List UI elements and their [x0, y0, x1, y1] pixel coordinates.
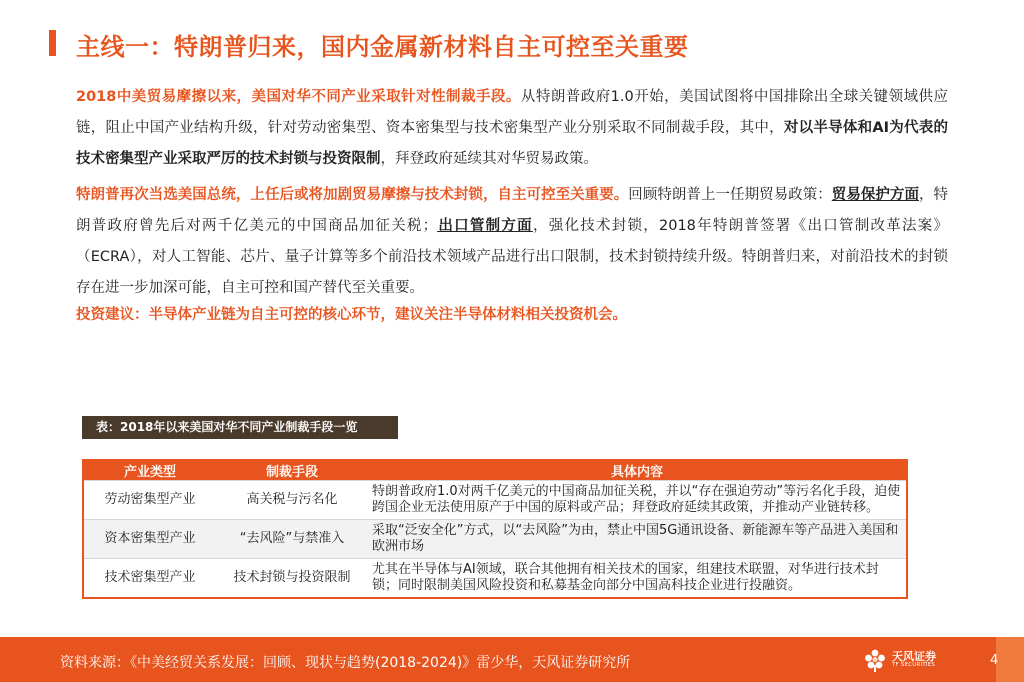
sanction-measure-cell: 技术封锁与投资限制	[216, 559, 368, 599]
title-bar-marker	[49, 30, 56, 56]
table-row	[83, 481, 907, 520]
logo-subtitle: TF SECURITIES	[892, 662, 936, 668]
paragraph-3	[76, 300, 948, 331]
header-industry-type: 产业类型	[83, 460, 216, 481]
header-sanction-measure: 制裁手段	[216, 460, 368, 481]
header-detail: 具体内容	[368, 460, 907, 481]
sanction-measure-cell: 高关税与污名化	[216, 481, 368, 520]
p2-text-3: ，强化技术封锁，2018年特朗普签署《出口管制改革法案》（ECRA），对人工智能、芯片、量子计算等多个前沿技术领域产品进行出口限制，技术封锁持续升级。特朗普归来，对前沿技术的封锁存在进一步加深可能，自主可控和国产替代至关重要。	[76, 218, 948, 296]
p1-bold: 对以半导体和AI为代表的技术密集型产业采取严厉的技术封锁与投资限制	[76, 120, 949, 167]
industry-type-cell: 技术密集型产业	[83, 559, 216, 599]
table-row	[83, 520, 907, 559]
p1-text: 从特朗普政府1.0开始，美国试图将中国排除出全球关键领域供应链，阻止中国产业结构升级，针对劳动密集型、资本密集型与技术密集型产业分别采取不同制裁手段，其中，	[76, 89, 949, 136]
logo-name: 天风证券	[892, 650, 936, 663]
tf-flower-logo-icon	[862, 647, 888, 673]
investment-advice: 投资建议：半导体产业链为自主可控的核心环节，建议关注半导体材料相关投资机会。	[76, 307, 627, 323]
p2-trade-protection: 贸易保护方面	[831, 187, 919, 203]
industry-type-cell: 劳动密集型产业	[83, 481, 216, 520]
company-logo	[862, 646, 946, 674]
paragraph-2	[76, 180, 948, 304]
detail-cell: 特朗普政府1.0对两千亿美元的中国商品加征关税，并以“存在强迫劳动”等污名化手段，迫使跨国企业无法使用原产于中国的原料或产品；拜登政府延续其政策，并推动产业链转移。	[368, 481, 907, 520]
sanction-measure-cell: “去风险”与禁准入	[216, 520, 368, 559]
source-note: 资料来源：《中美经贸关系发展：回顾、现状与趋势(2018-2024)》雷少华，天风证券研究所	[60, 655, 631, 671]
p2-text-2: ，特朗普政府曾先后对两千亿美元的中国商品加征关税；	[76, 187, 949, 234]
p1-highlight: 2018中美贸易摩擦以来，美国对华不同产业采取针对性制裁手段。	[76, 89, 521, 105]
table-row	[83, 559, 907, 599]
footer-accent	[996, 637, 1024, 682]
p2-export-control: 出口管制方面	[437, 218, 533, 234]
detail-cell: 尤其在半导体与AI领域，联合其他拥有相关技术的国家，组建技术联盟，对华进行技术封锁；同时限制美国风险投资和私募基金向部分中国高科技企业进行投融资。	[368, 559, 907, 599]
table-header-row	[83, 460, 907, 481]
p2-highlight: 特朗普再次当选美国总统，上任后或将加剧贸易摩擦与技术封锁，自主可控至关重要。	[76, 187, 629, 203]
industry-type-cell: 资本密集型产业	[83, 520, 216, 559]
p1-text-end: ，拜登政府延续其对华贸易政策。	[380, 151, 598, 167]
paragraph-1	[76, 82, 948, 175]
page-number: 4	[990, 653, 999, 668]
sanctions-table	[82, 459, 908, 599]
table-caption: 表：2018年以来美国对华不同产业制裁手段一览	[82, 416, 398, 439]
detail-cell: 采取“泛安全化”方式，以“去风险”为由，禁止中国5G通讯设备、新能源车等产品进入美国和欧洲市场	[368, 520, 907, 559]
page-title: 主线一：特朗普归来，国内金属新材料自主可控至关重要	[76, 33, 689, 61]
p2-text: 回顾特朗普上一任期贸易政策：	[628, 187, 832, 203]
